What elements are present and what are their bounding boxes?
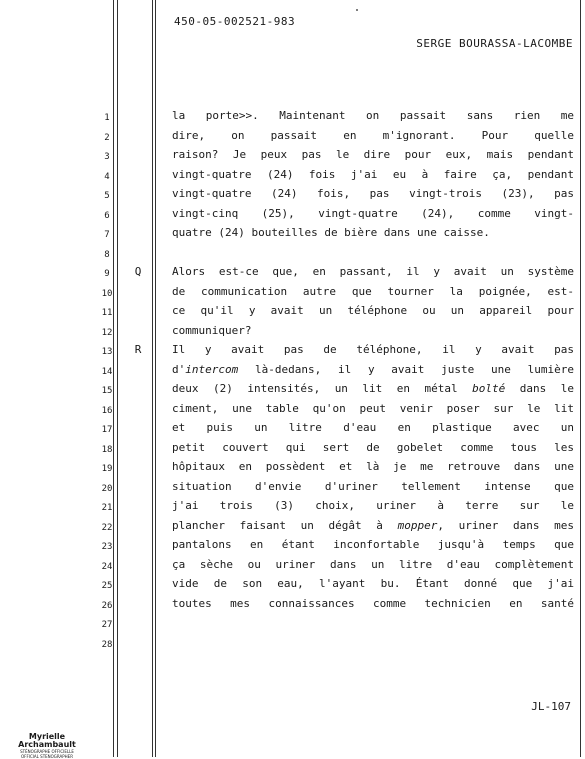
- line-text: deux (2) intensités, un lit en métal: [172, 382, 473, 395]
- case-number: 450-05-002521-983: [174, 15, 296, 28]
- speaker-marker: Q: [134, 265, 142, 278]
- line-number: 26: [101, 600, 113, 611]
- transcript-line: [172, 460, 574, 473]
- scan-speck: [356, 9, 358, 11]
- transcript-line: [172, 285, 574, 298]
- line-number: 4: [104, 171, 110, 182]
- line-text: plancher faisant un dégât à: [172, 518, 398, 532]
- stamp-title-en: OFFICIAL STENOGRAPHER: [21, 754, 73, 759]
- transcript-line: [172, 207, 574, 220]
- line-text: vingt-cinq (25), vingt-quatre (24), comme vingt-: [172, 206, 574, 220]
- line-number: 12: [101, 327, 113, 338]
- transcript-line: [172, 168, 574, 181]
- line-number: 27: [101, 620, 113, 630]
- line-text: communiquer?: [172, 323, 252, 337]
- speaker-marker: R: [134, 343, 142, 356]
- line-number: 20: [101, 483, 113, 494]
- line-number: 3: [104, 152, 110, 162]
- line-number: 8: [104, 249, 110, 260]
- line-number: 2: [104, 132, 110, 143]
- line-number: 21: [101, 503, 113, 513]
- line-text: dire, on passait en m'ignorant. Pour quelle: [172, 128, 574, 142]
- line-number: 28: [101, 639, 113, 650]
- transcript-line: [172, 597, 574, 610]
- line-text: , uriner dans mes: [437, 518, 574, 532]
- line-number: 23: [101, 542, 113, 552]
- line-number: 11: [101, 308, 113, 318]
- transcript-line: [172, 382, 574, 395]
- line-text: pantalons en étant inconfortable jusqu'à temps que: [172, 538, 574, 551]
- line-number: 7: [104, 230, 110, 240]
- line-text: situation d'envie d'uriner tellement intense que: [172, 479, 574, 493]
- transcript-line: [172, 480, 574, 493]
- stenographer-stamp: [2, 733, 92, 759]
- line-number: 15: [101, 386, 113, 396]
- line-text: vingt-quatre (24) fois, pas vingt-trois (23), pas: [172, 187, 574, 200]
- line-number: 25: [101, 581, 113, 591]
- line-text: raison? Je peux pas le dire pour eux, mais pendant: [172, 148, 574, 161]
- line-text: toutes mes connaissances comme technicien en santé: [172, 596, 574, 610]
- line-number: 6: [104, 210, 110, 221]
- transcript-line: [172, 402, 574, 415]
- line-text: quatre (24) bouteilles de bière dans une caisse.: [172, 226, 490, 239]
- line-text: de communication autre que tourner la poignée, est-: [172, 284, 574, 298]
- line-text: vide de son eau, l'ayant bu. Étant donné que j'ai: [172, 577, 574, 590]
- line-text: ciment, une table qu'on peut venir poser sur le lit: [172, 401, 574, 415]
- line-text: là-dedans, il y avait juste une lumière: [238, 362, 574, 376]
- line-text: la porte>>. Maintenant on passait sans rien me: [172, 109, 574, 122]
- transcript-line: [172, 421, 574, 434]
- line-text: et puis un litre d'eau en plastique avec un: [172, 421, 574, 434]
- transcript-line: [172, 558, 574, 571]
- transcript-line: [172, 343, 574, 356]
- line-number: 10: [101, 288, 113, 299]
- line-number: 24: [101, 561, 113, 572]
- witness-name: SERGE BOURASSA-LACOMBE: [416, 37, 573, 50]
- transcript-line: [172, 265, 574, 278]
- line-text: Il y avait pas de téléphone, il y avait pas: [172, 343, 574, 356]
- margin-rule-mid: [152, 0, 153, 757]
- line-text: vingt-quatre (24) fois j'ai eu à faire ça, pendant: [172, 167, 574, 181]
- line-number: 19: [101, 464, 113, 474]
- transcript-line: [172, 519, 574, 532]
- line-text: ce qu'il y avait un téléphone ou un appareil pour: [172, 304, 574, 317]
- transcript-line: [172, 499, 574, 512]
- line-number: 9: [104, 269, 110, 279]
- line-number: 18: [101, 444, 113, 455]
- line-number: 5: [104, 191, 110, 201]
- line-text: d': [172, 362, 186, 376]
- transcript-line: [172, 129, 574, 142]
- transcript-line: [172, 363, 574, 376]
- line-number: 13: [101, 347, 113, 357]
- line-text: dans le: [505, 382, 574, 395]
- line-text: Alors est-ce que, en passant, il y avait un système: [172, 265, 574, 278]
- italic-term: bolté: [472, 382, 506, 395]
- transcript-line: [172, 304, 574, 317]
- transcript-line: [172, 538, 574, 551]
- line-number: 1: [104, 113, 110, 123]
- line-text: ça sèche ou uriner dans un litre d'eau complètement: [172, 557, 574, 571]
- italic-term: intercom: [185, 362, 239, 376]
- stamp-name: Myrielle Archambault: [18, 732, 76, 749]
- transcript-line: [172, 148, 574, 161]
- line-text: petit couvert qui sert de gobelet comme tous les: [172, 440, 574, 454]
- italic-term: mopper: [397, 518, 438, 532]
- margin-rule-mid-2: [155, 0, 156, 757]
- page-identifier: JL-107: [531, 700, 571, 713]
- line-number: 17: [101, 425, 113, 435]
- line-text: hôpitaux en possèdent et là je me retrouve dans une: [172, 460, 574, 473]
- line-number: 14: [101, 366, 113, 377]
- transcript-line: [172, 577, 574, 590]
- transcript-line: [172, 187, 574, 200]
- transcript-line: [172, 226, 574, 239]
- transcript-line: [172, 324, 574, 337]
- stamp-title-fr: STÉNOGRAPHE OFFICIELLE: [20, 749, 74, 754]
- transcript-line: [172, 109, 574, 122]
- line-text: j'ai trois (3) choix, uriner à terre sur le: [172, 499, 574, 512]
- margin-rule-right: [580, 0, 581, 757]
- line-number: 22: [101, 522, 113, 533]
- transcript-line: [172, 441, 574, 454]
- line-number: 16: [101, 405, 113, 416]
